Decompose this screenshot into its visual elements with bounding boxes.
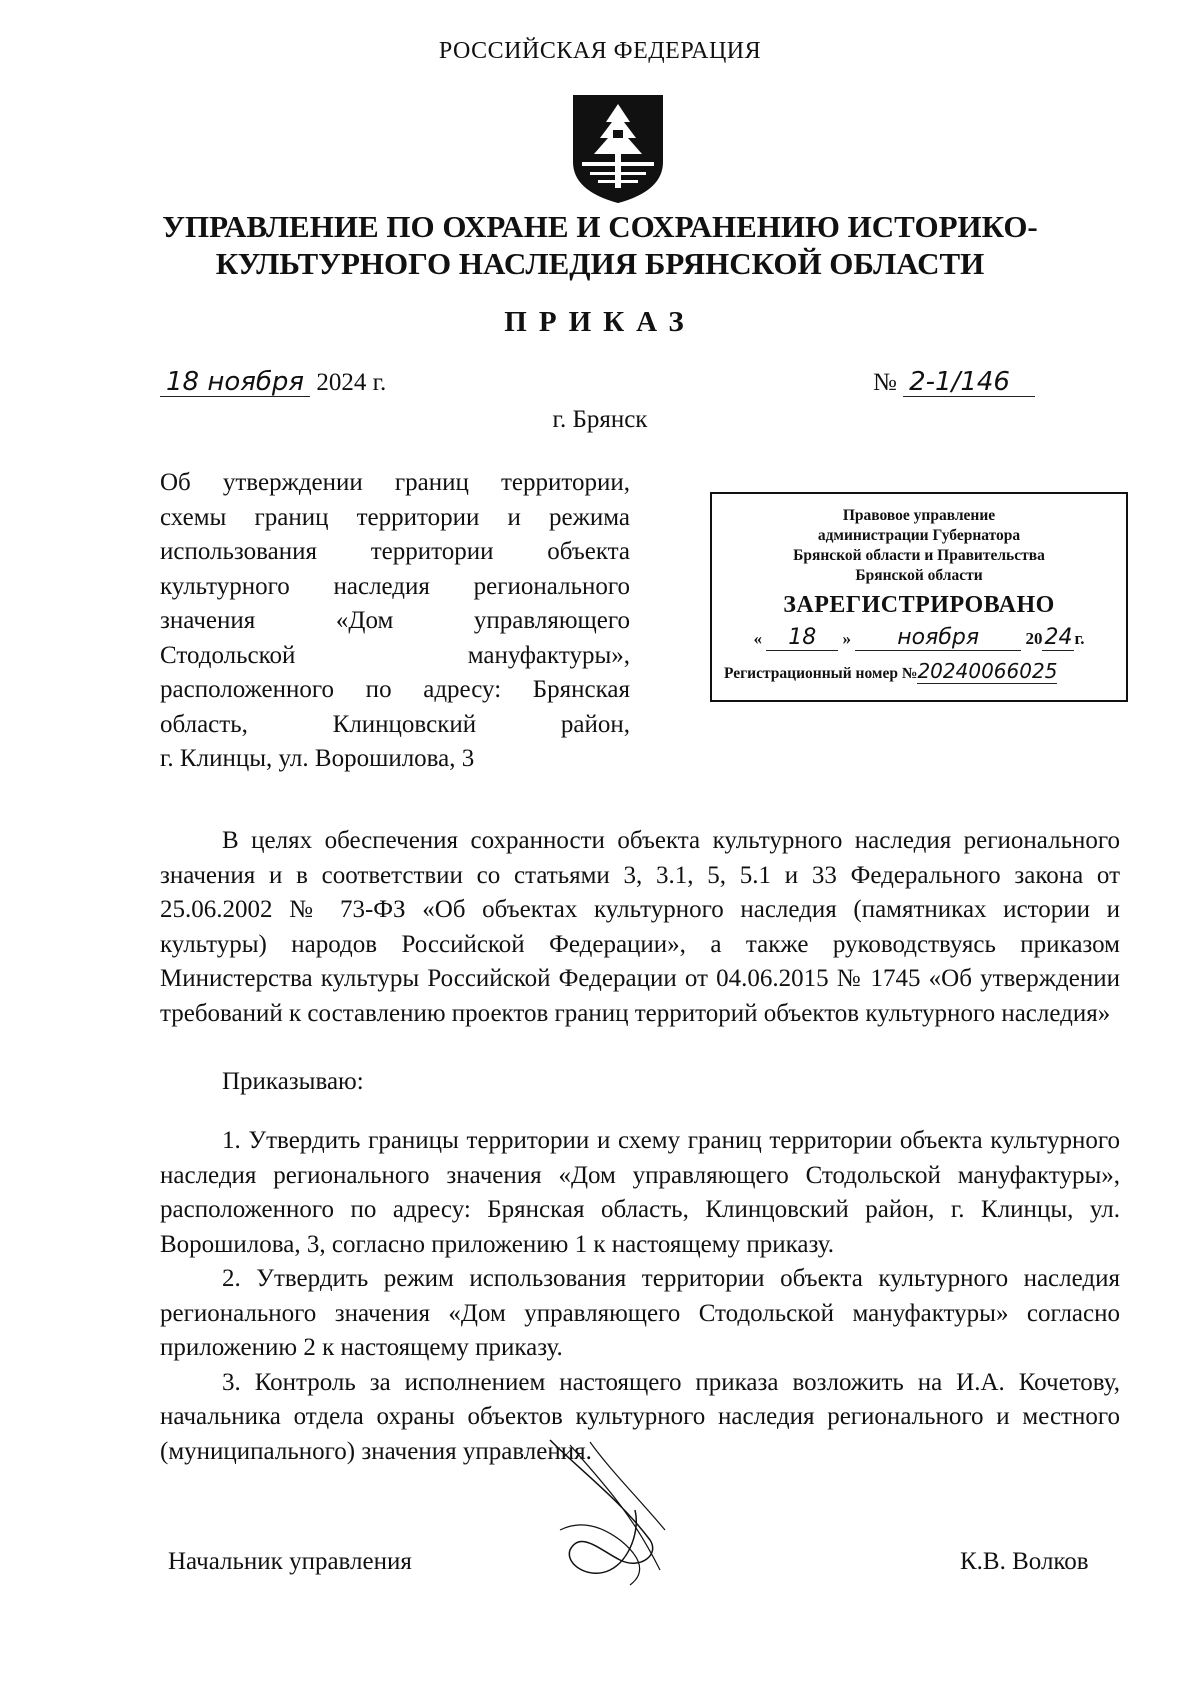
preamble-text: В целях обеспечения сохранности объекта культурного наследия регионального значения и в соответствии со статьями 3, 3.1, 5, 5.1 и 33 Федерального закона от 25.06.2002 № 73-ФЗ «Об объектах культурного наследия (памятниках истории и культуры) народов Российской Федерации», а также руководствуясь приказом Министерства культуры Российской Федерации от 04.06.2015 № 1745 «Об утверждении требований к составлению проектов границ территорий объектов культурного наследия» — [160, 827, 1120, 1027]
stamp-quote-open: « — [753, 629, 762, 648]
stamp-reg-number — [712, 659, 1126, 683]
subject-line: использования территории объекта — [160, 538, 630, 565]
stamp-reg-label: Регистрационный номер № — [724, 665, 918, 682]
subject-line: Стодольской мануфактуры», — [160, 641, 630, 669]
coat-of-arms-icon — [568, 92, 668, 204]
date-year: 2024 г. — [316, 369, 387, 396]
country-name: РОССИЙСКАЯ ФЕДЕРАЦИЯ — [438, 38, 762, 64]
stamp-line: Брянской области и Правительства — [793, 547, 1045, 564]
signatory-name: К.В. Волков — [960, 1548, 1089, 1575]
stamp-date — [712, 625, 1126, 651]
registration-stamp — [710, 492, 1128, 702]
subject-line: г. Клинцы, ул. Ворошилова, 3 — [160, 745, 475, 772]
stamp-line: Брянской области — [855, 567, 983, 584]
stamp-quote-close: » — [842, 629, 851, 648]
order-subject — [160, 466, 630, 777]
order-item-2: 2. Утвердить режим использования территории объекта культурного наследия регионального значения «Дом управляющего Стодольской мануфактуры» согласно приложению 2 к настоящему приказу. — [160, 1265, 1120, 1361]
organization-name — [120, 208, 1080, 282]
stamp-month: ноября — [855, 625, 1021, 651]
stamp-year-prefix: 20 — [1025, 629, 1043, 648]
organization-line-2: КУЛЬТУРНОГО НАСЛЕДИЯ БРЯНСКОЙ ОБЛАСТИ — [215, 246, 985, 281]
organization-line-1: УПРАВЛЕНИЕ ПО ОХРАНЕ И СОХРАНЕНИЮ ИСТОРИКО- — [162, 209, 1038, 244]
stamp-reg-value: 20240066025 — [917, 659, 1058, 683]
stamp-line: Правовое управление — [842, 507, 996, 524]
stamp-registered: ЗАРЕГИСТРИРОВАНО — [783, 592, 1055, 618]
subject-line: значения «Дом управляющего — [160, 607, 630, 634]
subject-line: схемы границ территории и режима — [160, 503, 630, 531]
order-number — [873, 368, 1035, 397]
signature-icon — [540, 1430, 680, 1600]
order-date — [160, 368, 386, 397]
order-city: г. Брянск — [552, 406, 648, 433]
stamp-day: 18 — [766, 625, 838, 651]
order-item-3: 3. Контроль за исполнением настоящего приказа возложить на И.А. Кочетову, начальника отдела охраны объектов культурного наследия регионального и местного (муниципального) значения управления. — [160, 1368, 1120, 1465]
order-item-1: 1. Утвердить границы территории и схему границ территории объекта культурного наследия регионального значения «Дом управляющего Стодольской мануфактуры», расположенного по адресу: Брянская область, Клинцовский район, г. Клинцы, ул. Ворошилова, 3, согласно приложению 1 к настоящему приказу. — [160, 1127, 1120, 1258]
date-handwritten: 18 ноября — [160, 368, 310, 397]
number-label: № — [873, 369, 897, 396]
number-handwritten: 2-1/146 — [903, 368, 1035, 397]
preamble-paragraph — [160, 824, 1120, 1031]
order-items — [160, 1124, 1120, 1469]
stamp-line: администрации Губернатора — [817, 527, 1021, 544]
stamp-year-g: г. — [1074, 629, 1085, 648]
document-type: ПРИКАЗ — [504, 306, 696, 338]
subject-line: Об утверждении границ территории, — [160, 469, 630, 496]
signatory-position: Начальник управления — [168, 1548, 412, 1575]
subject-line: область, Клинцовский район, — [160, 710, 630, 738]
order-word: Приказываю: — [222, 1068, 364, 1095]
subject-line: культурного наследия регионального — [160, 572, 630, 600]
stamp-year-suffix: 24 — [1044, 625, 1073, 650]
subject-line: расположенного по адресу: Брянская — [160, 676, 630, 703]
